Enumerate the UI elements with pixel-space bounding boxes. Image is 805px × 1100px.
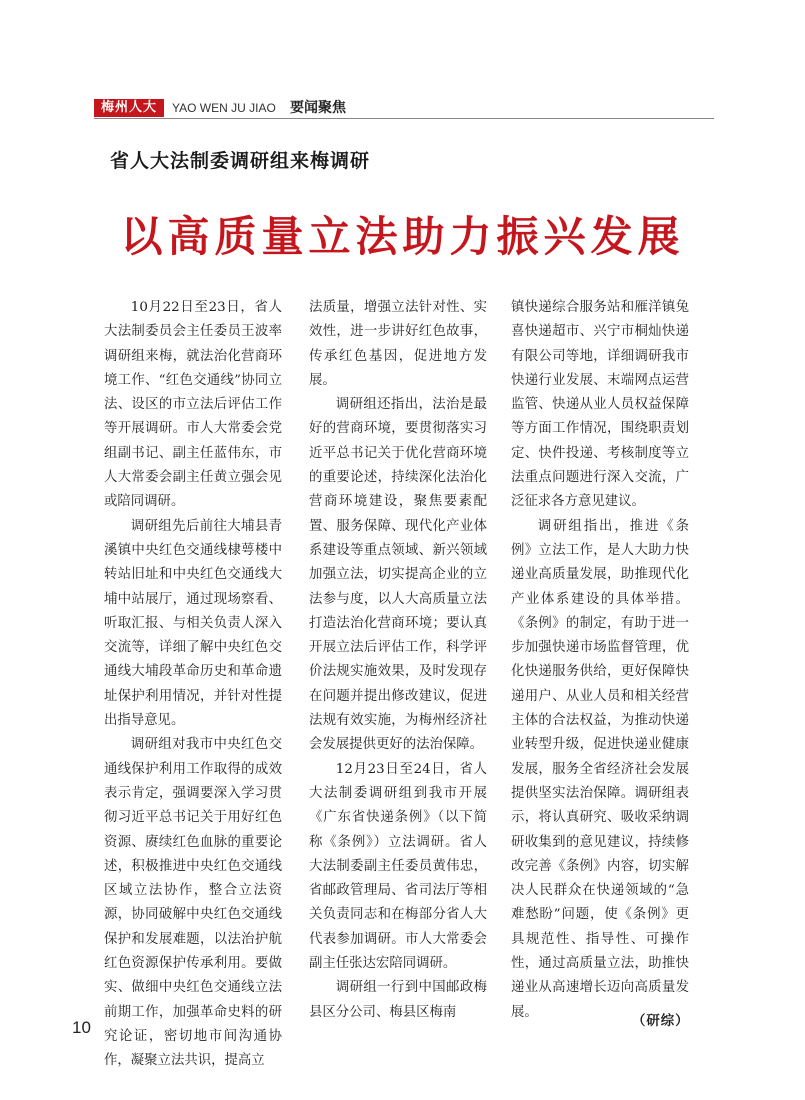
paragraph: 10月22日至23日，省人大法制委员会主任委员王波率调研组来梅，就法治化营商环境工作、“红色交通线”协同立法、设区的市立法后评估工作等开展调研。市人大常委会党组副书记、副主任蓝伟东，市人大常委会副主任黄立强会见或陪同调研。 <box>104 300 282 510</box>
paragraph: 调研组先后前往大埔县青溪镇中央红色交通线棣萼楼中转站旧址和中央红色交通线大埔中站展厅，通过现场察看、听取汇报、与相关负责人深入交流等，详细了解中央红色交通线大埔段革命历史和革命遗址保护利用情况，并针对性提出指导意见。 <box>104 518 282 729</box>
paragraph-continued: 镇快递综合服务站和雁洋镇兔喜快递超市、兴宁市桐灿快递有限公司等地，详细调研我市快递行业发展、末端网点运营监管、快递从业人员权益保障等方面工作情况，围绕职责划定、快件投递、考核制度等立法重点问题进行深入交流，广泛征求各方意见建议。 <box>511 300 689 510</box>
header-divider <box>94 118 714 119</box>
article-subtitle: 省人大法制委调研组来梅调研 <box>110 150 371 172</box>
section-name-en: YAO WEN JU JIAO <box>172 101 276 115</box>
page-header <box>94 97 714 119</box>
publication-logo: 梅州人大 <box>94 99 164 117</box>
paragraph-continued: 法质量，增强立法针对性、实效性，进一步讲好红色故事，传承红色基因，促进地方发展。 <box>309 300 487 388</box>
article-column-1 <box>104 296 282 1074</box>
paragraph: 调研组一行到中国邮政梅县区分公司、梅县区梅南 <box>309 980 487 1020</box>
section-name-cn: 要闻聚焦 <box>290 100 346 116</box>
paragraph: 调研组对我市中央红色交通线保护利用工作取得的成效表示肯定，强调要深入学习贯彻习近平总书记关于用好红色资源、赓续红色血脉的重要论述，积极推进中央红色交通线区域立法协作，整合立法资源，协同破解中央红色交通线保护和发展难题，以法治护航红色资源保护传承利用。要做实、做细中央红色交通线立法前期工作，加强革命史料的研究论证，密切地市间沟通协作，凝聚立法共识，提高立 <box>104 737 282 1069</box>
article-title: 以高质量立法助力振兴发展 <box>120 212 685 261</box>
article-column-3 <box>511 296 689 1025</box>
article-column-2 <box>309 296 487 1025</box>
author-credit: （研综） <box>632 1014 690 1029</box>
paragraph: 调研组指出，推进《条例》立法工作，是人大助力快递业高质量发展，助推现代化产业体系建设的具体举措。《条例》的制定，有助于进一步加强快递市场监督管理，优化快递服务供给，更好保障快递用户、从业人员和相关经营主体的合法权益，为推动快递业转型升级，促进快递业健康发展，服务全省经济社会发展提供坚实法治保障。调研组表示，将认真研究、吸收采纳调研收集到的意见建议，持续修改完善《条例》内容，切实解决人民群众在快递领域的“急难愁盼”问题，使《条例》更具规范性、指导性、可操作性，通过高质量立法，助推快递业从高速增长迈向高质量发展。 <box>511 518 689 1020</box>
paragraph: 调研组还指出，法治是最好的营商环境，要贯彻落实习近平总书记关于优化营商环境的重要论述，持续深化法治化营商环境建设，聚焦要素配置、服务保障、现代化产业体系建设等重点领域、新兴领域加强立法，切实提高企业的立法参与度，以人大高质量立法打造法治化营商环境；要认真开展立法后评估工作，科学评价法规实施效果，及时发现存在问题并提出修改建议，促进法规有效实施，为梅州经济社会发展提供更好的法治保障。 <box>309 397 487 753</box>
paragraph: 12月23日至24日，省人大法制委调研组到我市开展《广东省快递条例》（以下简称《条例》）立法调研。省人大法制委副主任委员黄伟忠，省邮政管理局、省司法厅等相关负责同志和在梅部分省人大代表参加调研。市人大常委会副主任张达宏陪同调研。 <box>309 761 487 972</box>
page-number: 10 <box>72 1018 91 1037</box>
